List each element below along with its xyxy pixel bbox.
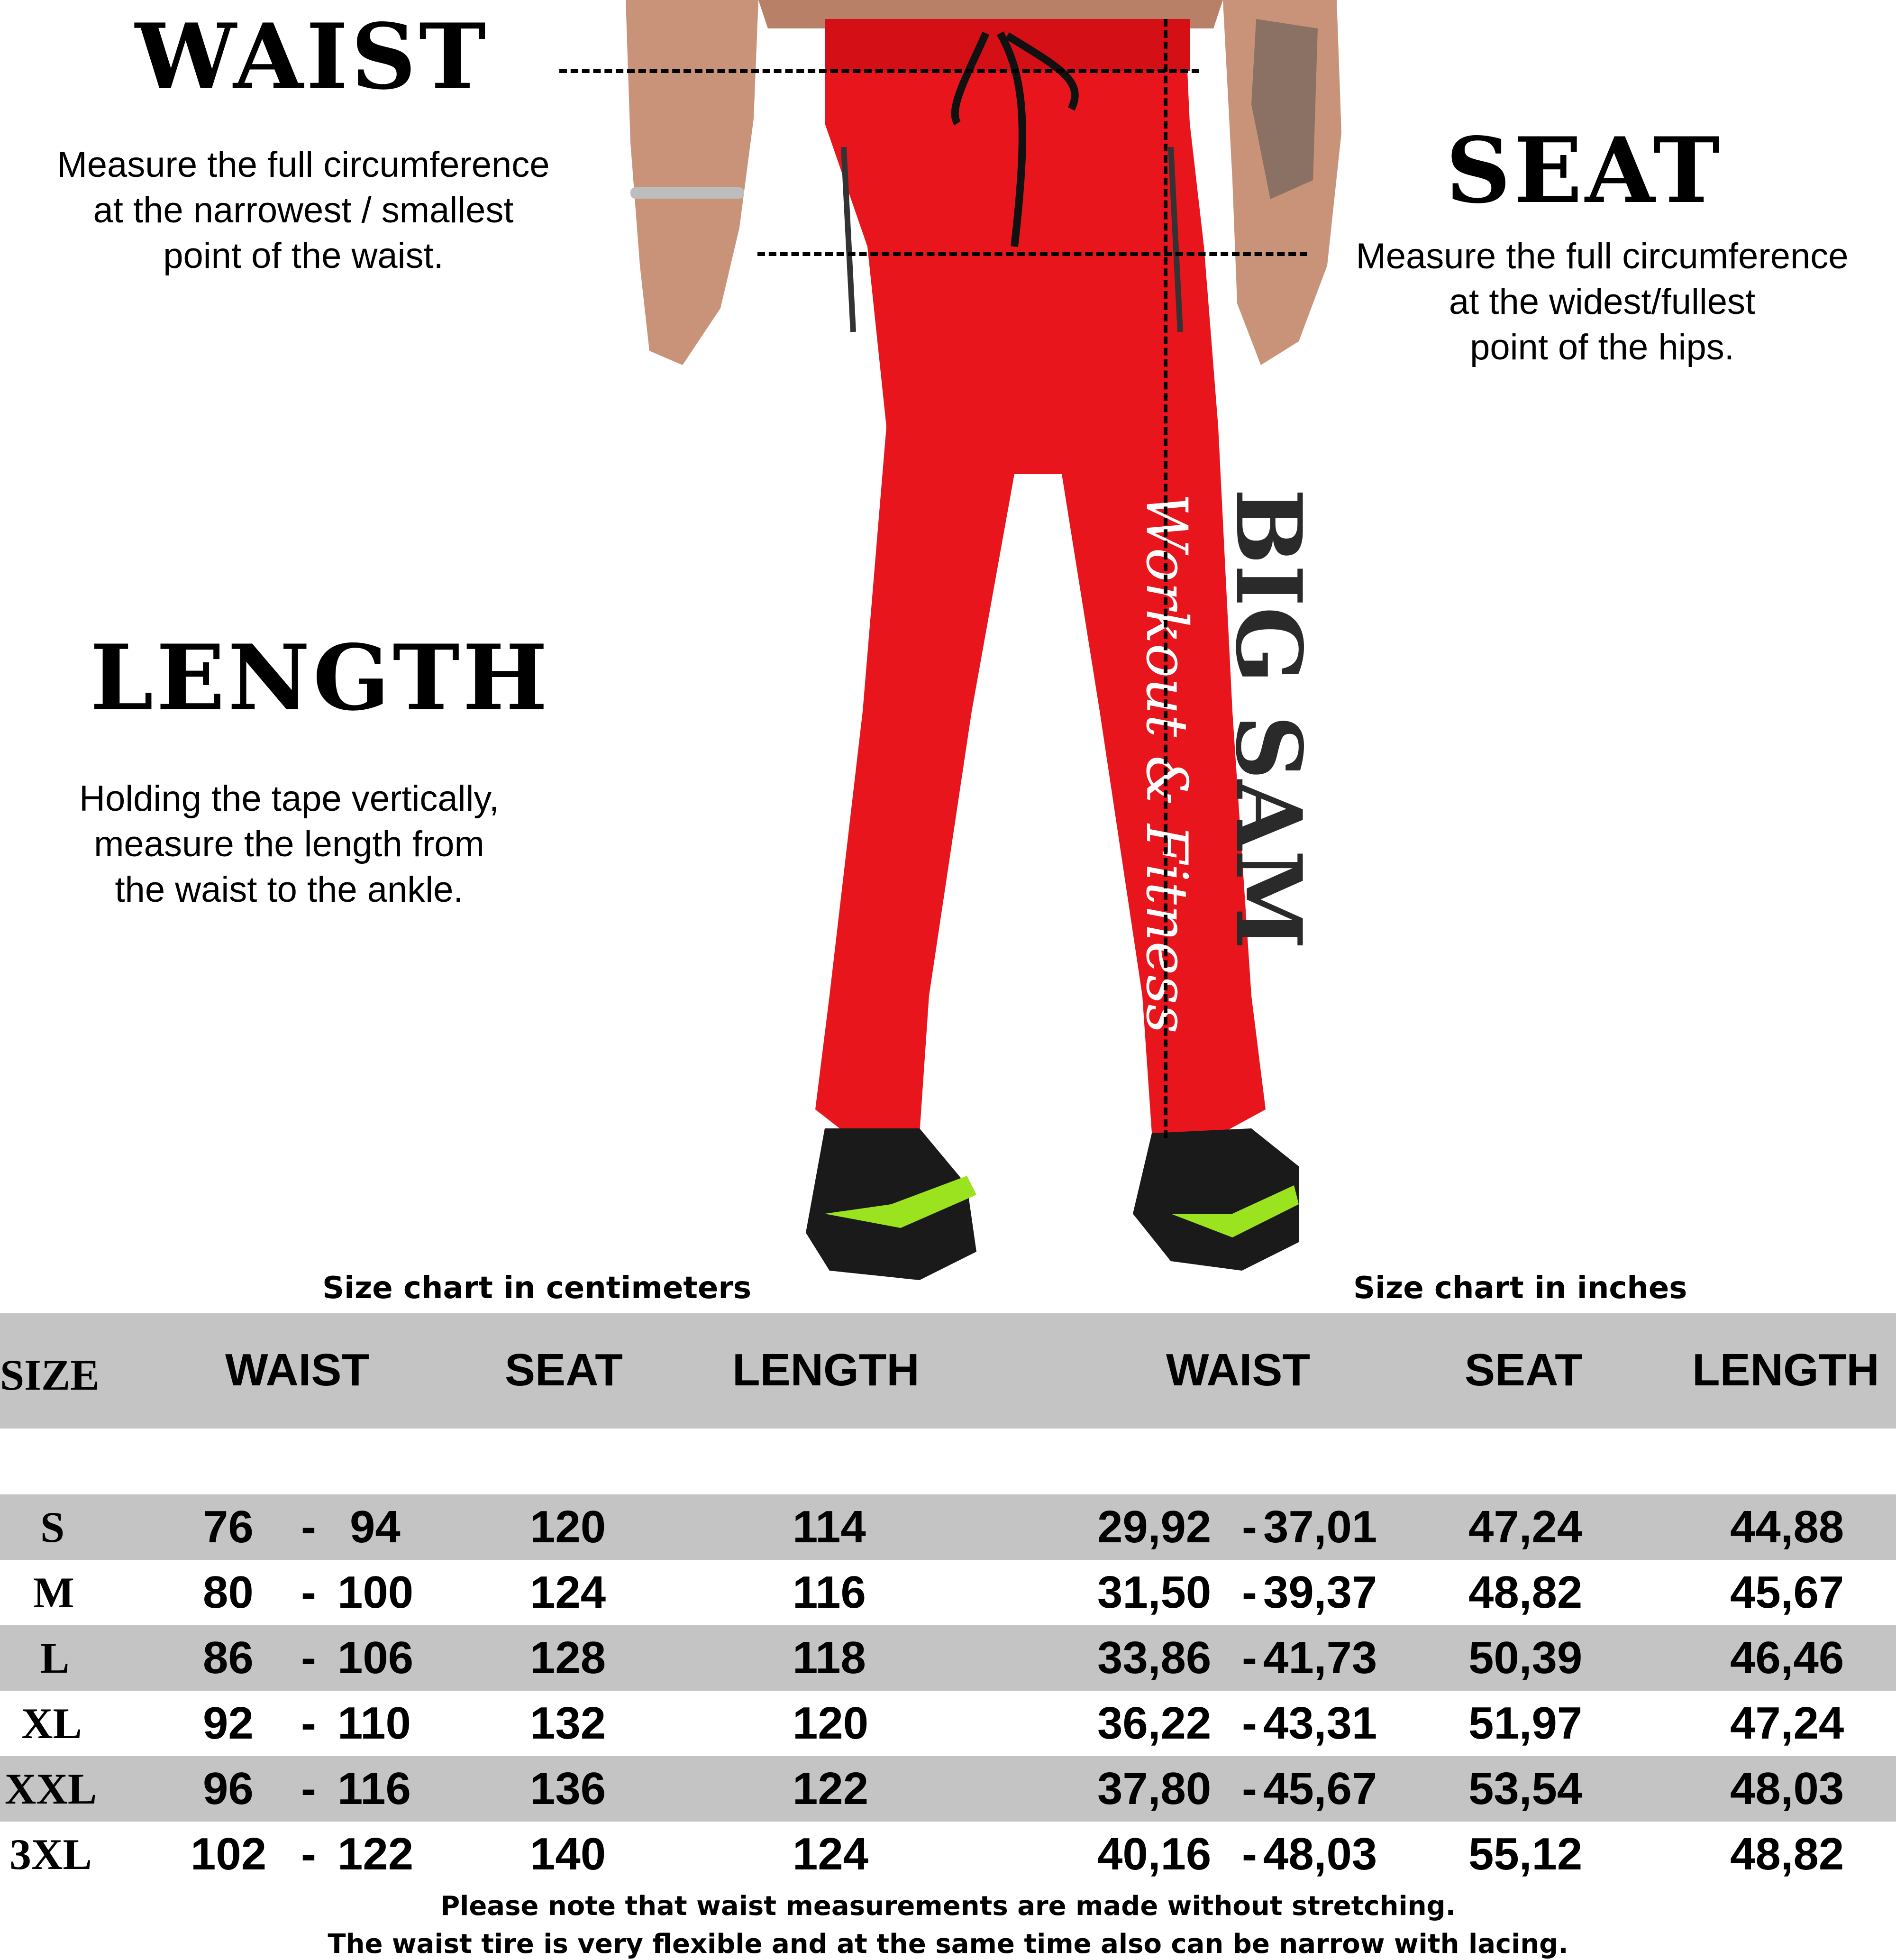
- in-waist-min-cell: 31,50: [1097, 1567, 1212, 1618]
- brand-print: BIG SAM: [1216, 488, 1322, 950]
- in-waist-min-cell: 37,80: [1097, 1763, 1212, 1814]
- range-separator: -: [301, 1763, 316, 1814]
- seat-desc-line: at the widest/fullest: [1449, 282, 1756, 322]
- range-separator: -: [1242, 1567, 1257, 1618]
- caption-centimeters: Size chart in centimeters: [322, 1271, 752, 1306]
- seat-description: [1308, 234, 1896, 370]
- seat-desc-line: point of the hips.: [1470, 327, 1734, 367]
- cm-seat-cell: 128: [530, 1632, 606, 1683]
- in-waist-max-cell: 41,73: [1263, 1632, 1377, 1683]
- size-cell: 3XL: [9, 1830, 92, 1878]
- in-waist-max-cell: 39,37: [1263, 1567, 1377, 1618]
- size-cell: S: [40, 1503, 65, 1551]
- range-separator: -: [301, 1632, 316, 1683]
- cm-waist-min-cell: 86: [203, 1632, 254, 1683]
- range-separator: -: [1242, 1698, 1257, 1749]
- length-title: LENGTH: [90, 625, 551, 731]
- length-desc-line: the waist to the ankle.: [115, 870, 464, 910]
- slogan-print: Workout & Fitness: [1133, 493, 1199, 1034]
- length-desc-line: Holding the tape vertically,: [79, 779, 499, 819]
- in-seat-cell: 47,24: [1468, 1502, 1583, 1552]
- cm-length-cell: 122: [793, 1763, 869, 1814]
- header-in-length: LENGTH: [1692, 1345, 1879, 1395]
- in-seat-cell: 53,54: [1468, 1763, 1583, 1814]
- range-separator: -: [1242, 1502, 1257, 1552]
- in-waist-max-cell: 43,31: [1263, 1698, 1377, 1749]
- range-separator: -: [301, 1698, 316, 1749]
- cm-waist-max-cell: 100: [337, 1567, 414, 1618]
- header-cm-seat: SEAT: [505, 1345, 623, 1395]
- table-row: [0, 1756, 1896, 1822]
- waist-title: WAIST: [135, 4, 489, 110]
- range-separator: -: [1242, 1632, 1257, 1683]
- cm-seat-cell: 136: [530, 1763, 606, 1814]
- cm-waist-min-cell: 92: [203, 1698, 254, 1749]
- header-cm-length: LENGTH: [732, 1345, 920, 1395]
- table-row: [0, 1625, 1896, 1691]
- in-seat-cell: 55,12: [1468, 1829, 1583, 1879]
- caption-inches: Size chart in inches: [1353, 1271, 1687, 1306]
- note-no-stretching: Please note that waist measurements are made without stretching.: [440, 1891, 1456, 1922]
- cm-waist-min-cell: 96: [203, 1763, 254, 1814]
- cm-waist-min-cell: 76: [203, 1502, 254, 1552]
- cm-length-cell: 120: [793, 1698, 869, 1749]
- in-length-cell: 44,88: [1730, 1502, 1844, 1552]
- cm-waist-min-cell: 80: [203, 1567, 254, 1618]
- seat-desc-line: Measure the full circumference: [1356, 236, 1849, 276]
- length-desc-line: measure the length from: [94, 824, 484, 864]
- bracelet: [630, 187, 744, 199]
- in-length-cell: 48,82: [1730, 1829, 1844, 1879]
- cm-waist-max-cell: 106: [337, 1632, 414, 1683]
- note-flexible-waist: The waist tire is very flexible and at the same time also can be narrow with lacing.: [328, 1929, 1568, 1960]
- waist-desc-line: Measure the full circumference: [57, 145, 550, 185]
- pants-illustration: [559, 0, 1365, 1280]
- in-length-cell: 45,67: [1730, 1567, 1844, 1618]
- table-row: [0, 1560, 1896, 1625]
- range-separator: -: [1242, 1763, 1257, 1814]
- size-cell: M: [33, 1568, 74, 1617]
- waist-description: [9, 142, 597, 279]
- in-waist-min-cell: 36,22: [1097, 1698, 1212, 1749]
- seat-measure-line: [757, 252, 1307, 256]
- cm-length-cell: 114: [793, 1502, 866, 1552]
- left-arm: [626, 0, 758, 365]
- seat-title: SEAT: [1446, 118, 1723, 223]
- in-waist-max-cell: 37,01: [1263, 1502, 1377, 1552]
- size-cell: XXL: [5, 1765, 97, 1813]
- range-separator: -: [1242, 1829, 1257, 1879]
- cm-length-cell: 118: [793, 1632, 866, 1683]
- cm-seat-cell: 132: [530, 1698, 606, 1749]
- in-waist-min-cell: 33,86: [1097, 1632, 1212, 1683]
- table-row: [0, 1691, 1896, 1756]
- header-in-seat: SEAT: [1465, 1345, 1583, 1395]
- in-waist-min-cell: 40,16: [1097, 1829, 1212, 1879]
- cm-seat-cell: 140: [530, 1829, 606, 1879]
- in-waist-max-cell: 48,03: [1263, 1829, 1377, 1879]
- in-length-cell: 48,03: [1730, 1763, 1844, 1814]
- waist-desc-line: at the narrowest / smallest: [93, 190, 514, 230]
- size-cell: XL: [21, 1699, 82, 1748]
- waist-measure-line: [559, 69, 1199, 73]
- table-row: [0, 1822, 1896, 1887]
- in-length-cell: 46,46: [1730, 1632, 1844, 1683]
- waist-desc-line: point of the waist.: [163, 236, 444, 276]
- range-separator: -: [301, 1829, 316, 1879]
- table-row: [0, 1494, 1896, 1560]
- header-in-waist: WAIST: [1166, 1345, 1310, 1395]
- cm-length-cell: 116: [793, 1567, 866, 1618]
- size-cell: L: [40, 1634, 70, 1682]
- cm-length-cell: 124: [793, 1829, 869, 1879]
- in-seat-cell: 51,97: [1468, 1698, 1583, 1749]
- header-cm-waist: WAIST: [225, 1345, 369, 1395]
- cm-seat-cell: 120: [530, 1502, 606, 1552]
- length-description: [0, 776, 578, 913]
- cm-waist-max-cell: 94: [350, 1502, 401, 1552]
- cm-waist-max-cell: 110: [337, 1698, 411, 1749]
- range-separator: -: [301, 1502, 316, 1552]
- cm-seat-cell: 124: [530, 1567, 606, 1618]
- in-seat-cell: 50,39: [1468, 1632, 1583, 1683]
- cm-waist-max-cell: 122: [337, 1829, 414, 1879]
- cm-waist-max-cell: 116: [337, 1763, 411, 1814]
- in-seat-cell: 48,82: [1468, 1567, 1583, 1618]
- range-separator: -: [301, 1567, 316, 1618]
- in-waist-max-cell: 45,67: [1263, 1763, 1377, 1814]
- in-length-cell: 47,24: [1730, 1698, 1844, 1749]
- pants-figure: [559, 0, 1365, 1280]
- cm-waist-min-cell: 102: [191, 1829, 267, 1879]
- header-size: SIZE: [0, 1351, 100, 1399]
- length-measure-line: [1164, 19, 1167, 1138]
- in-waist-min-cell: 29,92: [1097, 1502, 1212, 1552]
